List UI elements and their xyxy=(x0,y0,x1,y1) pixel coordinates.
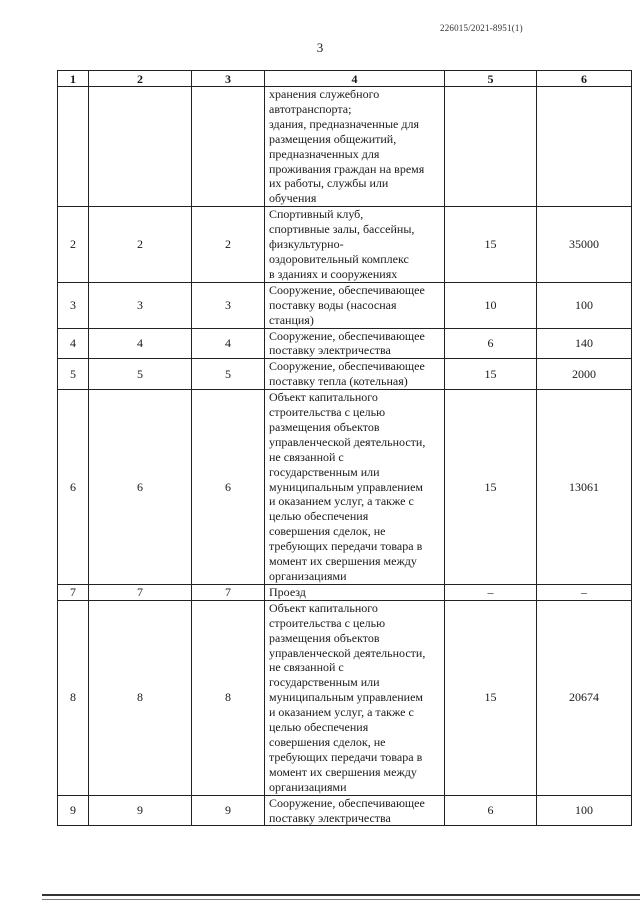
description-line: не связанной с xyxy=(269,449,344,464)
table-row xyxy=(58,87,632,207)
description-line: Спортивный клуб, xyxy=(269,207,364,222)
table-row xyxy=(58,795,632,826)
description-line: обучения xyxy=(269,191,317,206)
column-header: 4 xyxy=(265,71,445,87)
description-line: хранения служебного xyxy=(269,87,380,101)
description-line: поставку воды (насосная xyxy=(269,297,397,312)
description-line: требующих передачи товара в xyxy=(269,539,423,554)
description-line: оздоровительный комплекс xyxy=(269,251,409,266)
cell-description xyxy=(265,359,445,390)
cell-col-6: 20674 xyxy=(537,600,632,795)
cell-col-6: 100 xyxy=(537,795,632,826)
description-line: Проезд xyxy=(269,584,306,599)
table-row xyxy=(58,390,632,585)
cell-col-3: 8 xyxy=(192,600,265,795)
table-row xyxy=(58,584,632,600)
description-line: совершения сделок, не xyxy=(269,524,386,539)
footer-rule xyxy=(42,894,640,900)
description-line: целью обеспечения xyxy=(269,720,369,735)
cell-col-1: 4 xyxy=(58,328,89,359)
description-line: физкультурно- xyxy=(269,237,344,252)
description-line: проживания граждан на время xyxy=(269,161,425,176)
cell-col-5: 6 xyxy=(445,795,537,826)
description-line: совершения сделок, не xyxy=(269,734,386,749)
description-line: автотранспорта; xyxy=(269,101,352,116)
cell-col-1: 3 xyxy=(58,282,89,328)
column-header: 1 xyxy=(58,71,89,87)
description-line: Объект капитального xyxy=(269,390,378,405)
cell-col-6: 13061 xyxy=(537,390,632,585)
description-line: не связанной с xyxy=(269,660,344,675)
description-line: муниципальным управлением xyxy=(269,690,424,705)
cell-description xyxy=(265,328,445,359)
cell-col-2: 2 xyxy=(89,207,192,283)
cell-description xyxy=(265,600,445,795)
description-line: Объект капитального xyxy=(269,600,378,615)
cell-col-3 xyxy=(192,87,265,207)
description-line: их работы, службы или xyxy=(269,176,389,191)
description-line: строительства с целью xyxy=(269,615,386,630)
cell-description xyxy=(265,282,445,328)
cell-col-6 xyxy=(537,87,632,207)
description-line: управленческой деятельности, xyxy=(269,645,426,660)
table-row xyxy=(58,359,632,390)
column-header: 2 xyxy=(89,71,192,87)
description-line: требующих передачи товара в xyxy=(269,749,423,764)
description-line: Сооружение, обеспечивающее xyxy=(269,282,425,297)
table-header-row xyxy=(58,71,632,87)
cell-col-5: – xyxy=(445,584,537,600)
description-line: управленческой деятельности, xyxy=(269,434,426,449)
cell-col-2: 3 xyxy=(89,282,192,328)
cell-col-3: 4 xyxy=(192,328,265,359)
cell-col-3: 2 xyxy=(192,207,265,283)
cell-description xyxy=(265,390,445,585)
cell-col-6: 100 xyxy=(537,282,632,328)
cell-col-5: 15 xyxy=(445,207,537,283)
description-line: здания, предназначенные для xyxy=(269,116,419,131)
description-line: момент их свершения между xyxy=(269,554,417,569)
cell-col-3: 5 xyxy=(192,359,265,390)
table-row xyxy=(58,600,632,795)
cell-col-3: 9 xyxy=(192,795,265,826)
description-line: организациями xyxy=(269,779,347,794)
cell-col-2: 8 xyxy=(89,600,192,795)
description-line: муниципальным управлением xyxy=(269,479,424,494)
description-line: станция) xyxy=(269,312,314,327)
description-line: предназначенных для xyxy=(269,146,380,161)
description-line: Сооружение, обеспечивающее xyxy=(269,795,425,810)
description-line: момент их свершения между xyxy=(269,764,417,779)
cell-description xyxy=(265,795,445,826)
cell-col-5: 15 xyxy=(445,600,537,795)
cell-col-2: 7 xyxy=(89,584,192,600)
cell-col-2: 4 xyxy=(89,328,192,359)
description-line: государственным или xyxy=(269,675,380,690)
cell-col-5: 6 xyxy=(445,328,537,359)
cell-col-3: 6 xyxy=(192,390,265,585)
cell-col-6: 140 xyxy=(537,328,632,359)
cell-col-1: 6 xyxy=(58,390,89,585)
cell-col-6: – xyxy=(537,584,632,600)
cell-col-1: 5 xyxy=(58,359,89,390)
description-line: Сооружение, обеспечивающее xyxy=(269,328,425,343)
table-row xyxy=(58,207,632,283)
description-line: строительства с целью xyxy=(269,405,386,420)
cell-col-2: 6 xyxy=(89,390,192,585)
table-row xyxy=(58,282,632,328)
cell-col-5: 15 xyxy=(445,390,537,585)
column-header: 5 xyxy=(445,71,537,87)
table-body xyxy=(58,87,632,826)
table-row xyxy=(58,328,632,359)
cell-col-1 xyxy=(58,87,89,207)
cell-col-2 xyxy=(89,87,192,207)
cell-description xyxy=(265,207,445,283)
description-line: в зданиях и сооружениях xyxy=(269,266,398,281)
cell-col-1: 9 xyxy=(58,795,89,826)
document-number: 226015/2021-8951(1) xyxy=(440,23,523,33)
description-line: поставку электричества xyxy=(269,810,391,825)
cell-col-2: 9 xyxy=(89,795,192,826)
cell-description xyxy=(265,87,445,207)
objects-table xyxy=(57,70,632,826)
cell-col-5 xyxy=(445,87,537,207)
page-number: 3 xyxy=(316,40,324,55)
cell-col-1: 7 xyxy=(58,584,89,600)
cell-description xyxy=(265,584,445,600)
description-line: поставку тепла (котельная) xyxy=(269,374,408,389)
cell-col-5: 15 xyxy=(445,359,537,390)
description-line: спортивные залы, бассейны, xyxy=(269,222,415,237)
cell-col-1: 8 xyxy=(58,600,89,795)
description-line: Сооружение, обеспечивающее xyxy=(269,359,425,374)
cell-col-6: 2000 xyxy=(537,359,632,390)
cell-col-1: 2 xyxy=(58,207,89,283)
column-header: 3 xyxy=(192,71,265,87)
description-line: организациями xyxy=(269,569,347,583)
cell-col-6: 35000 xyxy=(537,207,632,283)
description-line: размещения объектов xyxy=(269,630,380,645)
description-line: и оказанием услуг, а также с xyxy=(269,494,414,509)
description-line: поставку электричества xyxy=(269,343,391,358)
cell-col-3: 7 xyxy=(192,584,265,600)
description-line: целью обеспечения xyxy=(269,509,369,524)
cell-col-3: 3 xyxy=(192,282,265,328)
description-line: государственным или xyxy=(269,464,380,479)
column-header: 6 xyxy=(537,71,632,87)
cell-col-5: 10 xyxy=(445,282,537,328)
description-line: и оказанием услуг, а также с xyxy=(269,705,414,720)
cell-col-2: 5 xyxy=(89,359,192,390)
description-line: размещения общежитий, xyxy=(269,131,397,146)
description-line: размещения объектов xyxy=(269,419,380,434)
